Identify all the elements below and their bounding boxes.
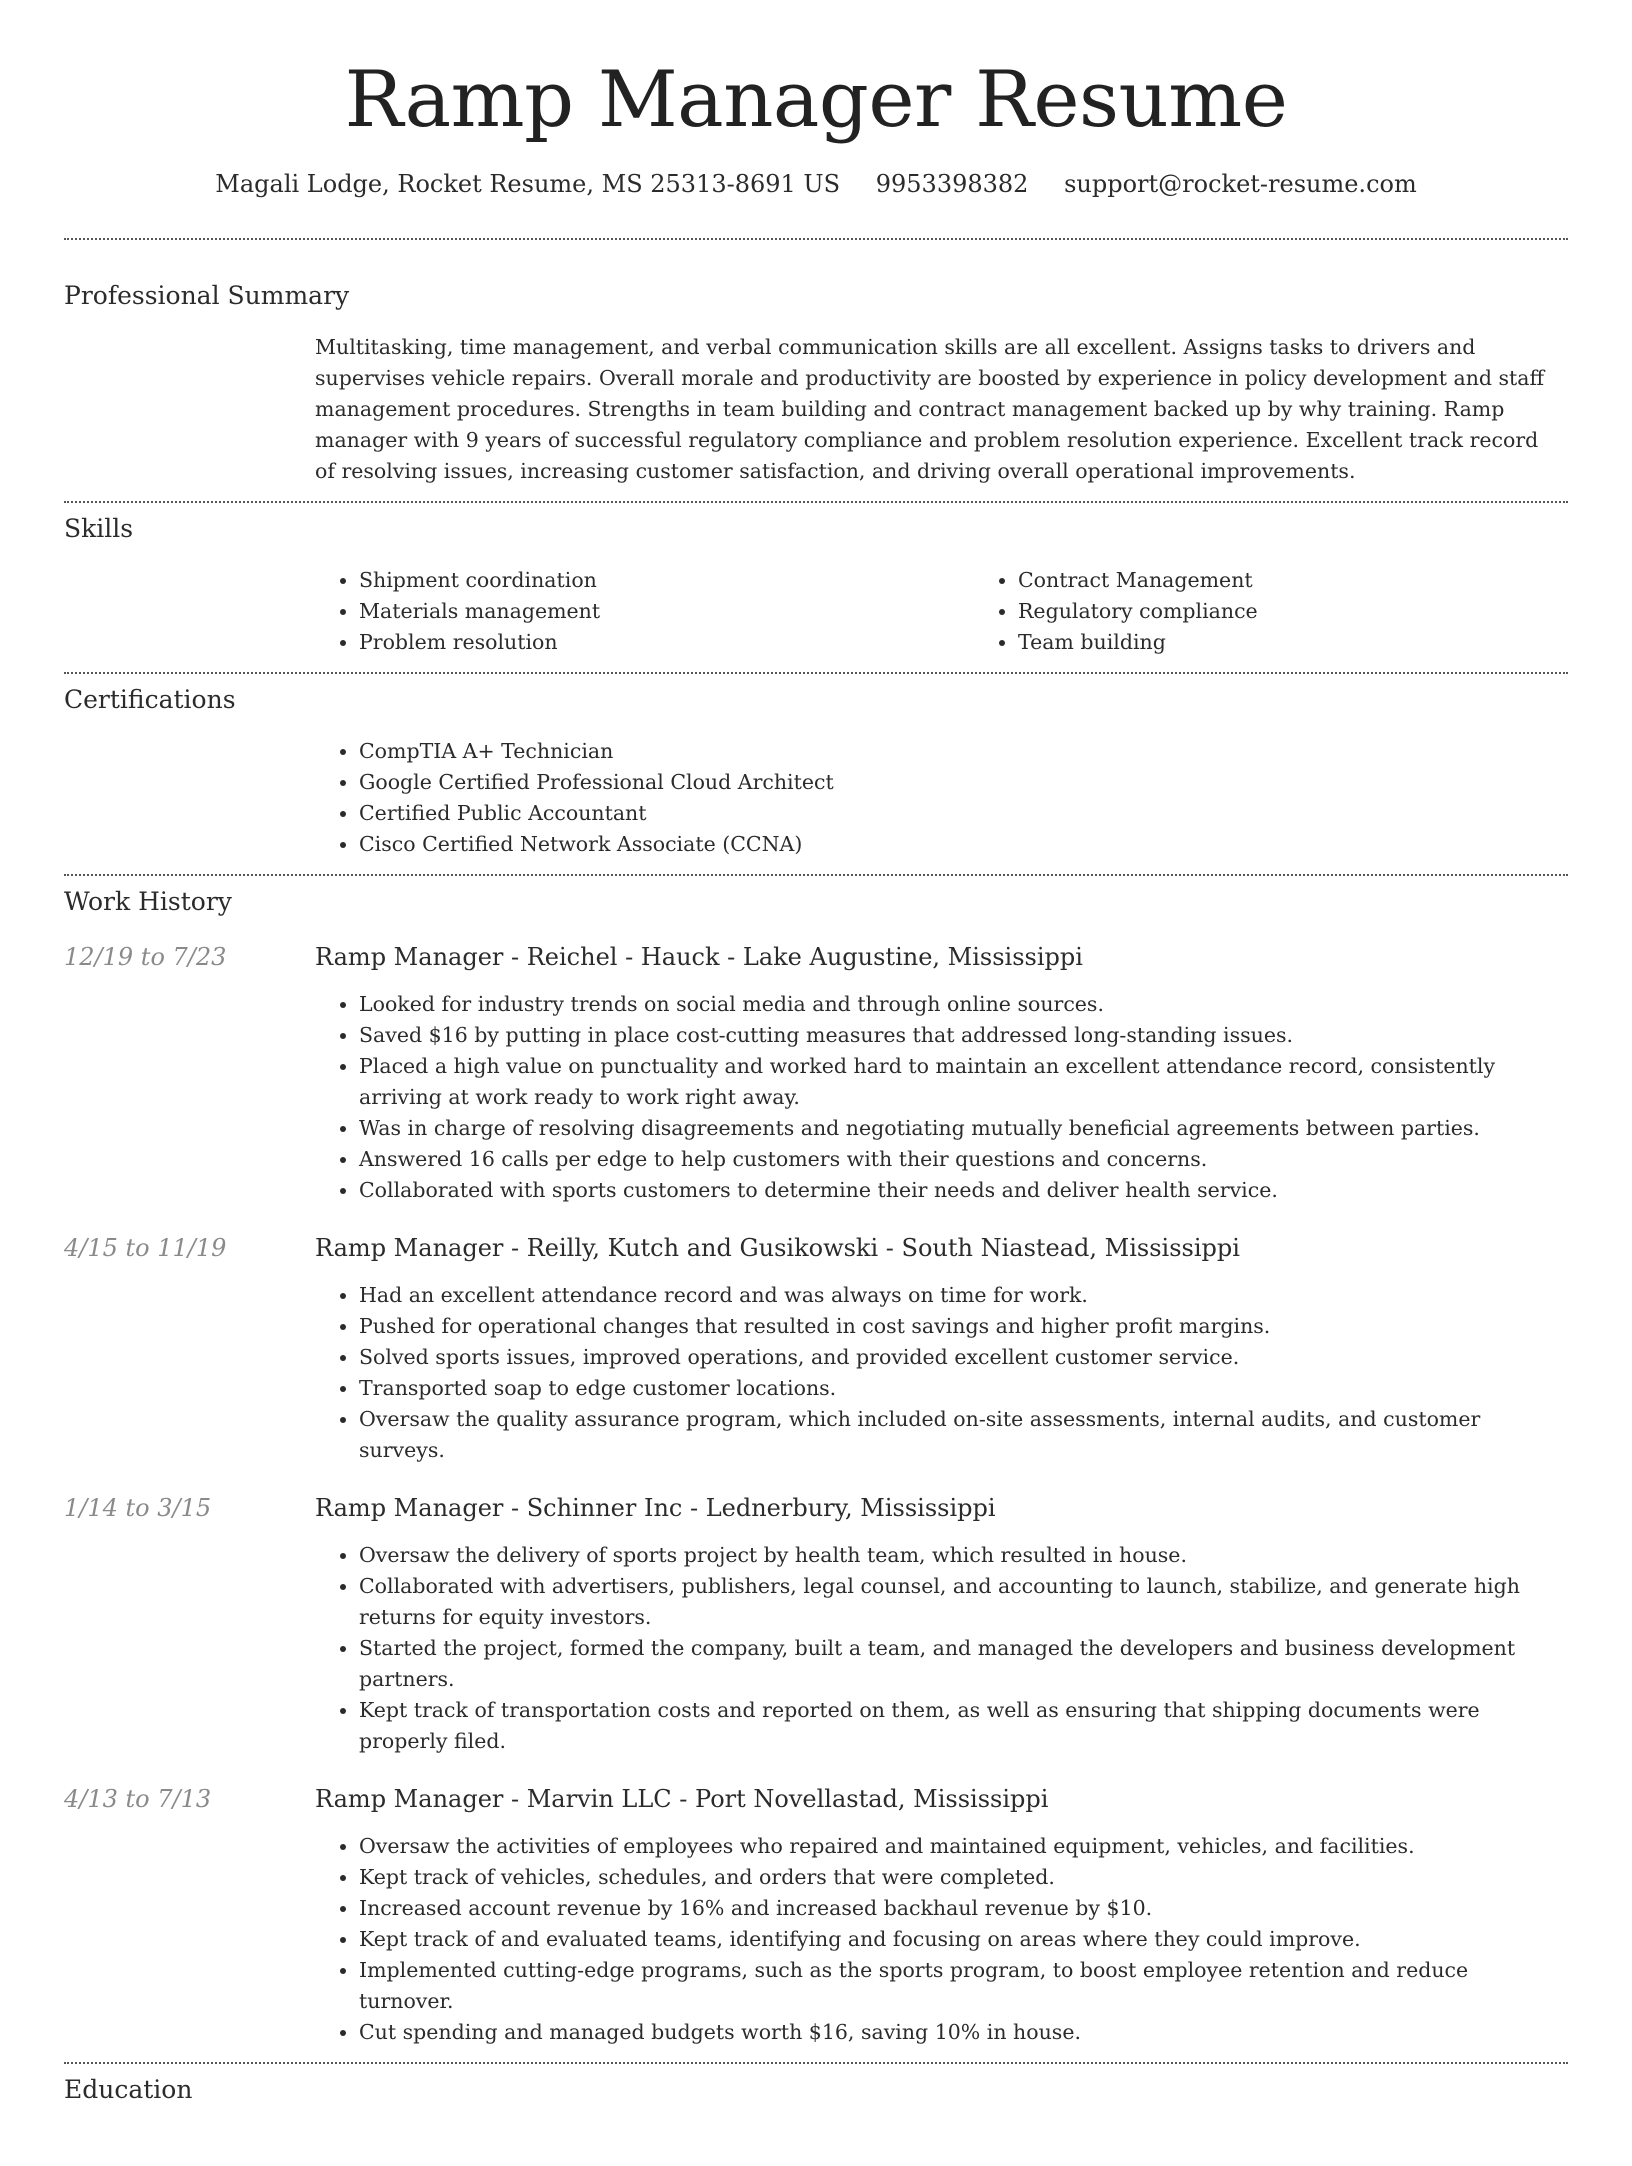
contact-address: Magali Lodge, Rocket Resume, MS 25313-8691 US — [215, 170, 841, 198]
list-item: • Collaborated with sports customers to determine their needs and deliver health service. — [359, 1175, 1568, 1206]
list-item: • Problem resolution — [359, 627, 974, 658]
list-item: • Contract Management — [1018, 565, 1632, 596]
summary-text: Multitasking, time management, and verbal communication skills are all excellent. Assigns tasks to drivers and supervises vehicle repairs. Overall morale and productivity are boosted by experience in policy development and staff management procedures. Strengths in team building and contract management backed up by why training. Ramp manager with 9 years of successful regulatory compliance and problem resolution experience. Excellent track record of resolving issues, increasing customer satisfaction, and driving overall operational improvements. — [315, 335, 1545, 483]
job-header — [64, 941, 1568, 973]
list-item: • Materials management — [359, 596, 974, 627]
list-item: • Transported soap to edge customer locations. — [359, 1373, 1568, 1404]
list-item: • Google Certified Professional Cloud Architect — [359, 767, 1568, 798]
list-item: • Cisco Certified Network Associate (CCNA) — [359, 829, 1568, 860]
job-bullets — [315, 989, 1568, 1206]
list-item: • Team building — [1018, 627, 1632, 658]
list-item: • Had an excellent attendance record and was always on time for work. — [359, 1280, 1568, 1311]
section-divider — [64, 238, 1568, 240]
list-item: • Oversaw the delivery of sports project by health team, which resulted in house. — [359, 1540, 1568, 1571]
list-item: • Was in charge of resolving disagreements and negotiating mutually beneficial agreements between parties. — [359, 1113, 1568, 1144]
list-item: • Solved sports issues, improved operations, and provided excellent customer service. — [359, 1342, 1568, 1373]
contact-line — [64, 168, 1568, 200]
contact-phone: 9953398382 — [875, 170, 1029, 198]
section-divider — [64, 2062, 1568, 2064]
section-divider — [64, 672, 1568, 674]
list-item: • Saved $16 by putting in place cost-cutting measures that addressed long-standing issues. — [359, 1020, 1568, 1051]
job-title: Ramp Manager - Reilly, Kutch and Gusikowski - South Niastead, Mississippi — [315, 1234, 1240, 1262]
list-item: • Kept track of vehicles, schedules, and orders that were completed. — [359, 1862, 1568, 1893]
job-title: Ramp Manager - Marvin LLC - Port Novellastad, Mississippi — [315, 1785, 1049, 1813]
list-item: • Regulatory compliance — [1018, 596, 1632, 627]
list-item: • Looked for industry trends on social media and through online sources. — [359, 989, 1568, 1020]
skills-grid — [315, 565, 1632, 658]
job-details — [64, 1540, 1568, 1757]
job-bullets — [315, 1831, 1568, 2048]
job-details — [64, 1831, 1568, 2048]
job-header — [64, 1783, 1568, 1815]
job-title: Ramp Manager - Reichel - Hauck - Lake Augustine, Mississippi — [315, 943, 1083, 971]
job-dates: 4/13 to 7/13 — [64, 1785, 212, 1813]
job-dates: 12/19 to 7/23 — [64, 943, 227, 971]
section-heading-certifications: Certifications — [64, 685, 236, 714]
job-header — [64, 1232, 1568, 1264]
list-item: • Increased account revenue by 16% and increased backhaul revenue by $10. — [359, 1893, 1568, 1924]
job-header — [64, 1492, 1568, 1524]
skills-list-right — [974, 565, 1632, 658]
list-item: • Pushed for operational changes that resulted in cost savings and higher profit margins. — [359, 1311, 1568, 1342]
job-title: Ramp Manager - Schinner Inc - Lednerbury, Mississippi — [315, 1494, 996, 1522]
skills-row — [64, 565, 1568, 658]
resume-page — [0, 54, 1632, 2166]
section-heading-work-history: Work History — [64, 887, 232, 916]
section-heading-skills: Skills — [64, 514, 134, 543]
section-heading-summary: Professional Summary — [64, 281, 350, 310]
summary-row — [64, 332, 1568, 487]
section-divider — [64, 501, 1568, 503]
job-bullets — [315, 1280, 1568, 1466]
job-bullets — [315, 1540, 1568, 1757]
list-item: • Collaborated with advertisers, publishers, legal counsel, and accounting to launch, stabilize, and generate high returns for equity investors. — [359, 1571, 1568, 1633]
list-item: • Started the project, formed the company, built a team, and managed the developers and business development partners. — [359, 1633, 1568, 1695]
skills-list-left — [315, 565, 974, 658]
job-details — [64, 1280, 1568, 1466]
job-dates: 4/15 to 11/19 — [64, 1234, 227, 1262]
section-heading-education: Education — [64, 2075, 193, 2104]
list-item: • CompTIA A+ Technician — [359, 736, 1568, 767]
certifications-list — [315, 736, 1568, 860]
list-item: • Shipment coordination — [359, 565, 974, 596]
list-item: • Placed a high value on punctuality and worked hard to maintain an excellent attendance record, consistently arriving at work ready to work right away. — [359, 1051, 1568, 1113]
list-item: • Implemented cutting-edge programs, such as the sports program, to boost employee retention and reduce turnover. — [359, 1955, 1568, 2017]
list-item: • Oversaw the quality assurance program, which included on-site assessments, internal audits, and customer surveys. — [359, 1404, 1568, 1466]
list-item: • Cut spending and managed budgets worth $16, saving 10% in house. — [359, 2017, 1568, 2048]
certifications-row — [64, 736, 1568, 860]
list-item: • Kept track of and evaluated teams, identifying and focusing on areas where they could improve. — [359, 1924, 1568, 1955]
resume-title: Ramp Manager Resume — [344, 55, 1288, 145]
list-item: • Oversaw the activities of employees who repaired and maintained equipment, vehicles, and facilities. — [359, 1831, 1568, 1862]
contact-email: support@rocket-resume.com — [1064, 170, 1417, 198]
list-item: • Kept track of transportation costs and reported on them, as well as ensuring that shipping documents were properly filed. — [359, 1695, 1568, 1757]
list-item: • Answered 16 calls per edge to help customers with their questions and concerns. — [359, 1144, 1568, 1175]
job-dates: 1/14 to 3/15 — [64, 1494, 212, 1522]
section-divider — [64, 874, 1568, 876]
job-details — [64, 989, 1568, 1206]
list-item: • Certified Public Accountant — [359, 798, 1568, 829]
